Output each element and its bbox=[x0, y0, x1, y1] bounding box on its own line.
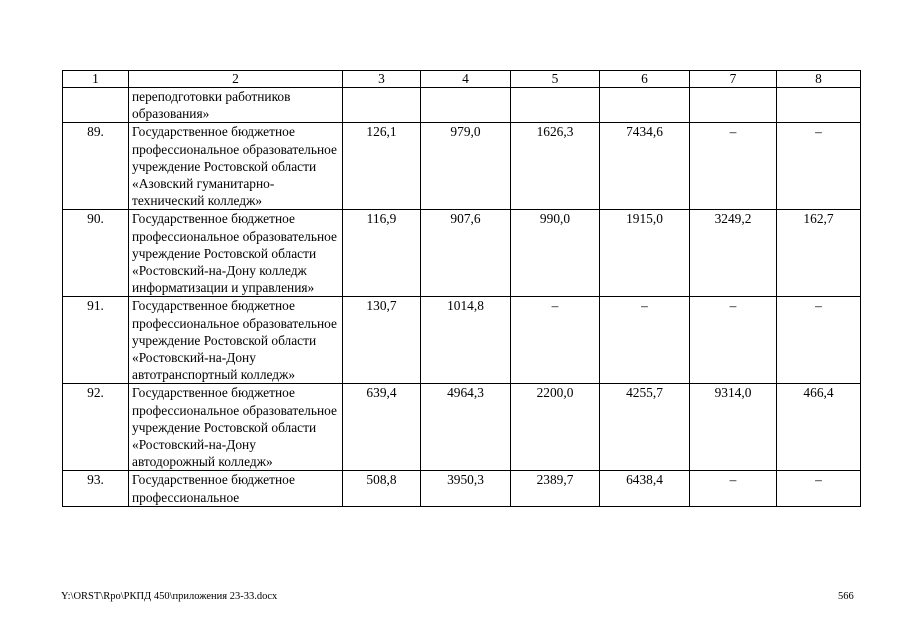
value-cell: 1014,8 bbox=[421, 297, 511, 384]
institution-name-cell: Государственное бюджетное профессиональное образовательное учреждение Ростовской области «Азовский гуманитарно-технический колледж» bbox=[129, 123, 343, 210]
page-number: 566 bbox=[838, 591, 854, 602]
column-number-header-row bbox=[63, 71, 861, 88]
institution-name-cell: переподготовки работников образования» bbox=[129, 88, 343, 123]
appendix-table bbox=[62, 70, 861, 507]
column-header-4: 4 bbox=[421, 71, 511, 88]
column-header-5: 5 bbox=[511, 71, 600, 88]
table-row bbox=[63, 384, 861, 471]
column-header-2: 2 bbox=[129, 71, 343, 88]
value-cell: 979,0 bbox=[421, 123, 511, 210]
value-cell: 907,6 bbox=[421, 210, 511, 297]
value-cell: 990,0 bbox=[511, 210, 600, 297]
column-header-3: 3 bbox=[343, 71, 421, 88]
institution-name-cell: Государственное бюджетное профессиональное образовательное учреждение Ростовской области «Ростовский-на-Дону автотранспортный колледж» bbox=[129, 297, 343, 384]
value-cell: – bbox=[690, 123, 777, 210]
column-header-8: 8 bbox=[777, 71, 861, 88]
column-header-6: 6 bbox=[600, 71, 690, 88]
table-row bbox=[63, 297, 861, 384]
value-cell bbox=[690, 88, 777, 123]
value-cell: 508,8 bbox=[343, 471, 421, 506]
value-cell: 3249,2 bbox=[690, 210, 777, 297]
value-cell: – bbox=[511, 297, 600, 384]
value-cell: 6438,4 bbox=[600, 471, 690, 506]
row-number-cell: 90. bbox=[63, 210, 129, 297]
value-cell: 466,4 bbox=[777, 384, 861, 471]
row-number-cell bbox=[63, 88, 129, 123]
institution-name-cell: Государственное бюджетное профессиональное образовательное учреждение Ростовской области «Ростовский-на-Дону колледж информатизации и управления» bbox=[129, 210, 343, 297]
value-cell bbox=[511, 88, 600, 123]
row-number-cell: 89. bbox=[63, 123, 129, 210]
continuation-row bbox=[63, 88, 861, 123]
value-cell: 3950,3 bbox=[421, 471, 511, 506]
row-number-cell: 92. bbox=[63, 384, 129, 471]
row-number-cell: 93. bbox=[63, 471, 129, 506]
value-cell bbox=[777, 88, 861, 123]
value-cell: 639,4 bbox=[343, 384, 421, 471]
value-cell: 4964,3 bbox=[421, 384, 511, 471]
table-row bbox=[63, 123, 861, 210]
value-cell: 1915,0 bbox=[600, 210, 690, 297]
value-cell: – bbox=[777, 471, 861, 506]
value-cell: – bbox=[690, 297, 777, 384]
column-header-7: 7 bbox=[690, 71, 777, 88]
value-cell: 126,1 bbox=[343, 123, 421, 210]
column-header-1: 1 bbox=[63, 71, 129, 88]
value-cell: – bbox=[690, 471, 777, 506]
value-cell: 130,7 bbox=[343, 297, 421, 384]
table-row bbox=[63, 210, 861, 297]
value-cell: 162,7 bbox=[777, 210, 861, 297]
footer-file-path: Y:\ORST\Rpo\РКПД 450\приложения 23-33.docx bbox=[61, 591, 278, 602]
value-cell: 2200,0 bbox=[511, 384, 600, 471]
value-cell: – bbox=[777, 123, 861, 210]
value-cell bbox=[600, 88, 690, 123]
row-number-cell: 91. bbox=[63, 297, 129, 384]
value-cell: 116,9 bbox=[343, 210, 421, 297]
value-cell: 1626,3 bbox=[511, 123, 600, 210]
value-cell: 4255,7 bbox=[600, 384, 690, 471]
value-cell: 2389,7 bbox=[511, 471, 600, 506]
value-cell: 9314,0 bbox=[690, 384, 777, 471]
value-cell: – bbox=[777, 297, 861, 384]
value-cell bbox=[343, 88, 421, 123]
table-row bbox=[63, 471, 861, 506]
value-cell: 7434,6 bbox=[600, 123, 690, 210]
value-cell bbox=[421, 88, 511, 123]
value-cell: – bbox=[600, 297, 690, 384]
institution-name-cell: Государственное бюджетное профессиональное образовательное учреждение Ростовской области «Ростовский-на-Дону автодорожный колледж» bbox=[129, 384, 343, 471]
institution-name-cell: Государственное бюджетное профессиональное bbox=[129, 471, 343, 506]
